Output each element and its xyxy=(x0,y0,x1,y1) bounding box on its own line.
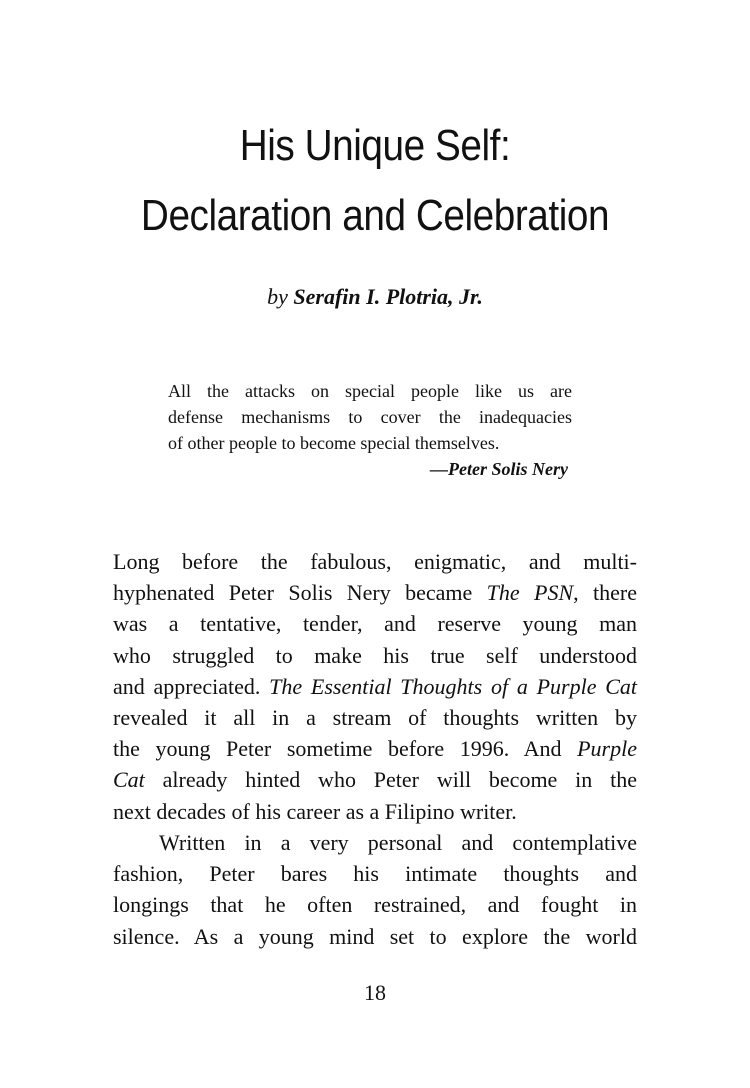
epigraph-line: of other people to become special themselves. xyxy=(168,433,500,453)
epigraph-line: All the attacks on special people like us are xyxy=(168,381,572,401)
chapter-title-line-2: Declaration and Celebration xyxy=(140,191,610,240)
text-line: silence. As a young mind set to explore the world xyxy=(113,923,637,949)
text-line: revealed it all in a stream of thoughts written by xyxy=(113,705,637,731)
italic-title: The PSN xyxy=(486,580,574,606)
text-line: hyphenated Peter Solis Nery became The PSN, there xyxy=(113,580,637,606)
body-paragraph-2 xyxy=(113,827,637,952)
byline-prefix: by xyxy=(267,284,288,309)
text-line: fashion, Peter bares his intimate thoughts and xyxy=(113,861,637,887)
text-line: and appreciated. The Essential Thoughts of a Purple Cat xyxy=(113,673,637,699)
text-line: who struggled to make his true self understood xyxy=(113,642,637,668)
byline xyxy=(0,284,750,310)
italic-title: Cat xyxy=(113,767,145,793)
epigraph-attribution: —Peter Solis Nery xyxy=(430,459,568,479)
italic-title: The Essential Thoughts of a Purple Cat xyxy=(269,673,637,699)
text-line: the young Peter sometime before 1996. And Purple xyxy=(113,736,637,762)
text-line: Cat already hinted who Peter will become in the xyxy=(113,767,637,793)
epigraph-line: defense mechanisms to cover the inadequacies xyxy=(168,407,572,427)
text-line: Written in a very personal and contemplative xyxy=(159,830,637,855)
italic-title: Purple xyxy=(577,736,637,762)
chapter-title-line-1: His Unique Self: xyxy=(239,121,511,170)
text-line: was a tentative, tender, and reserve young man xyxy=(113,611,637,637)
text-line: next decades of his career as a Filipino writer. xyxy=(113,798,517,824)
text-line: longings that he often restrained, and fought in xyxy=(113,892,637,918)
body-paragraph-1 xyxy=(113,546,637,827)
page-number: 18 xyxy=(364,980,386,1005)
author-name: Serafin I. Plotria, Jr. xyxy=(293,284,483,309)
epigraph-quote xyxy=(168,378,572,456)
text-line: Long before the fabulous, enigmatic, and multi- xyxy=(113,549,637,574)
